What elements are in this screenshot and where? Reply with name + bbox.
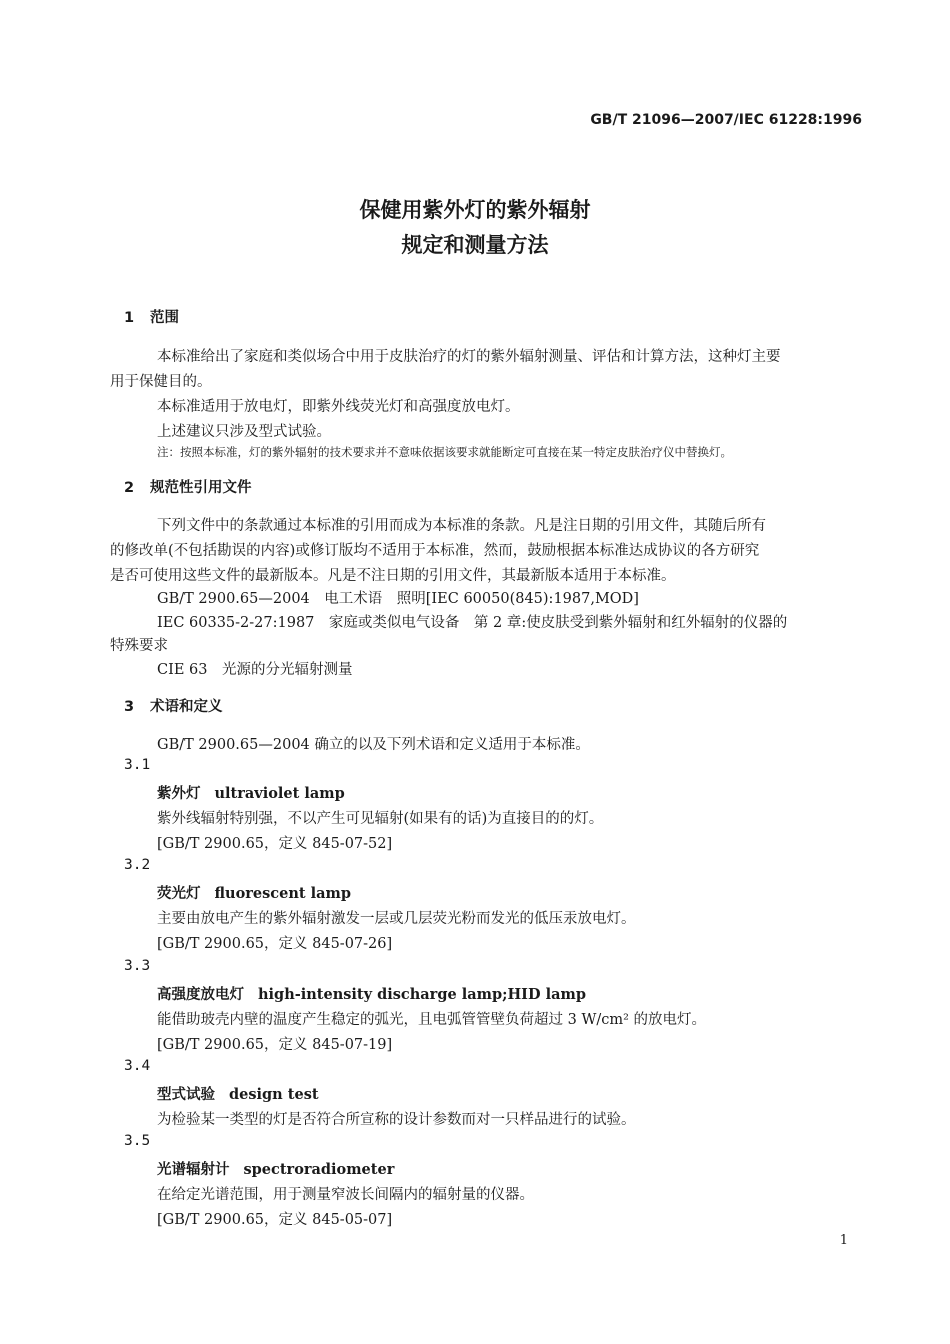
clause-number: 3.3 (124, 958, 151, 974)
section-number: 3 (124, 699, 135, 715)
section-3-heading (124, 695, 223, 716)
term-chinese: 紫外灯 (157, 786, 201, 802)
clause-number: 3.4 (124, 1058, 151, 1074)
paragraph-continuation: 的修改单(不包括勘误的内容)或修订版均不适用于本标准，然而，鼓励根据本标准达成协议的各方研究 (110, 543, 760, 559)
term-heading (157, 1158, 394, 1179)
term-heading (157, 1083, 319, 1104)
term-english: design test (229, 1086, 319, 1103)
paragraph: 本标准给出了家庭和类似场合中用于皮肤治疗的灯的紫外辐射测量、评估和计算方法，这种灯主要 (157, 349, 781, 365)
term-english: spectroradiometer (243, 1161, 395, 1178)
term-chinese: 高强度放电灯 (157, 987, 244, 1003)
clause-number: 3.1 (124, 757, 151, 773)
term-english: fluorescent lamp (214, 885, 352, 902)
term-source: [GB/T 2900.65，定义 845-05-07] (157, 1212, 393, 1228)
term-chinese: 荧光灯 (157, 886, 201, 902)
clause-number: 3.2 (124, 857, 151, 873)
reference-item: IEC 60335-2-27:1987 家庭或类似电气设备 第 2 章:使皮肤受到紫外辐射和红外辐射的仪器的 (157, 615, 788, 631)
term-chinese: 型式试验 (157, 1087, 215, 1103)
section-1-heading (124, 306, 179, 327)
term-source: [GB/T 2900.65，定义 845-07-19] (157, 1037, 393, 1053)
paragraph-continuation: 用于保健目的。 (110, 374, 212, 390)
title-line-2: 规定和测量方法 (401, 233, 549, 257)
note: 注：按照本标准，灯的紫外辐射的技术要求并不意味依据该要求就能断定可直接在某一特定皮肤治疗仪中替换灯。 (157, 445, 732, 459)
title-line-1: 保健用紫外灯的紫外辐射 (359, 198, 591, 222)
term-heading (157, 983, 586, 1004)
paragraph-continuation: 是否可使用这些文件的最新版本。凡是不注日期的引用文件，其最新版本适用于本标准。 (110, 568, 676, 584)
section-title: 术语和定义 (150, 699, 223, 715)
term-heading (157, 782, 345, 803)
paragraph: 上述建议只涉及型式试验。 (157, 424, 331, 440)
paragraph: GB/T 2900.65—2004 确立的以及下列术语和定义适用于本标准。 (157, 737, 590, 753)
standard-number: GB/T 21096—2007/IEC 61228:1996 (590, 112, 862, 128)
paragraph: 下列文件中的条款通过本标准的引用而成为本标准的条款。凡是注日期的引用文件，其随后所有 (157, 518, 766, 534)
page-number: 1 (839, 1233, 848, 1248)
section-number: 2 (124, 480, 135, 496)
term-source: [GB/T 2900.65，定义 845-07-26] (157, 936, 393, 952)
reference-item: CIE 63 光源的分光辐射测量 (157, 662, 353, 678)
section-2-heading (124, 476, 252, 497)
section-title: 规范性引用文件 (150, 480, 252, 496)
term-definition: 为检验某一类型的灯是否符合所宣称的设计参数而对一只样品进行的试验。 (157, 1112, 636, 1128)
clause-number: 3.5 (124, 1133, 151, 1149)
term-source: [GB/T 2900.65，定义 845-07-52] (157, 836, 393, 852)
term-definition: 在给定光谱范围，用于测量窄波长间隔内的辐射量的仪器。 (157, 1187, 534, 1203)
term-heading (157, 882, 351, 903)
term-chinese: 光谱辐射计 (157, 1162, 230, 1178)
term-english: high-intensity discharge lamp;HID lamp (258, 986, 586, 1003)
term-english: ultraviolet lamp (214, 785, 345, 802)
section-number: 1 (124, 310, 135, 326)
term-definition: 紫外线辐射特别强，不以产生可见辐射(如果有的话)为直接目的的灯。 (157, 811, 604, 827)
term-definition: 能借助玻壳内壁的温度产生稳定的弧光，且电弧管管壁负荷超过 3 W/cm² 的放电灯。 (157, 1012, 707, 1028)
reference-item: GB/T 2900.65—2004 电工术语 照明[IEC 60050(845):1987,MOD] (157, 591, 639, 607)
term-definition: 主要由放电产生的紫外辐射激发一层或几层荧光粉而发光的低压汞放电灯。 (157, 911, 636, 927)
reference-item-continuation: 特殊要求 (110, 638, 168, 654)
section-title: 范围 (150, 310, 179, 326)
paragraph: 本标准适用于放电灯，即紫外线荧光灯和高强度放电灯。 (157, 399, 520, 415)
